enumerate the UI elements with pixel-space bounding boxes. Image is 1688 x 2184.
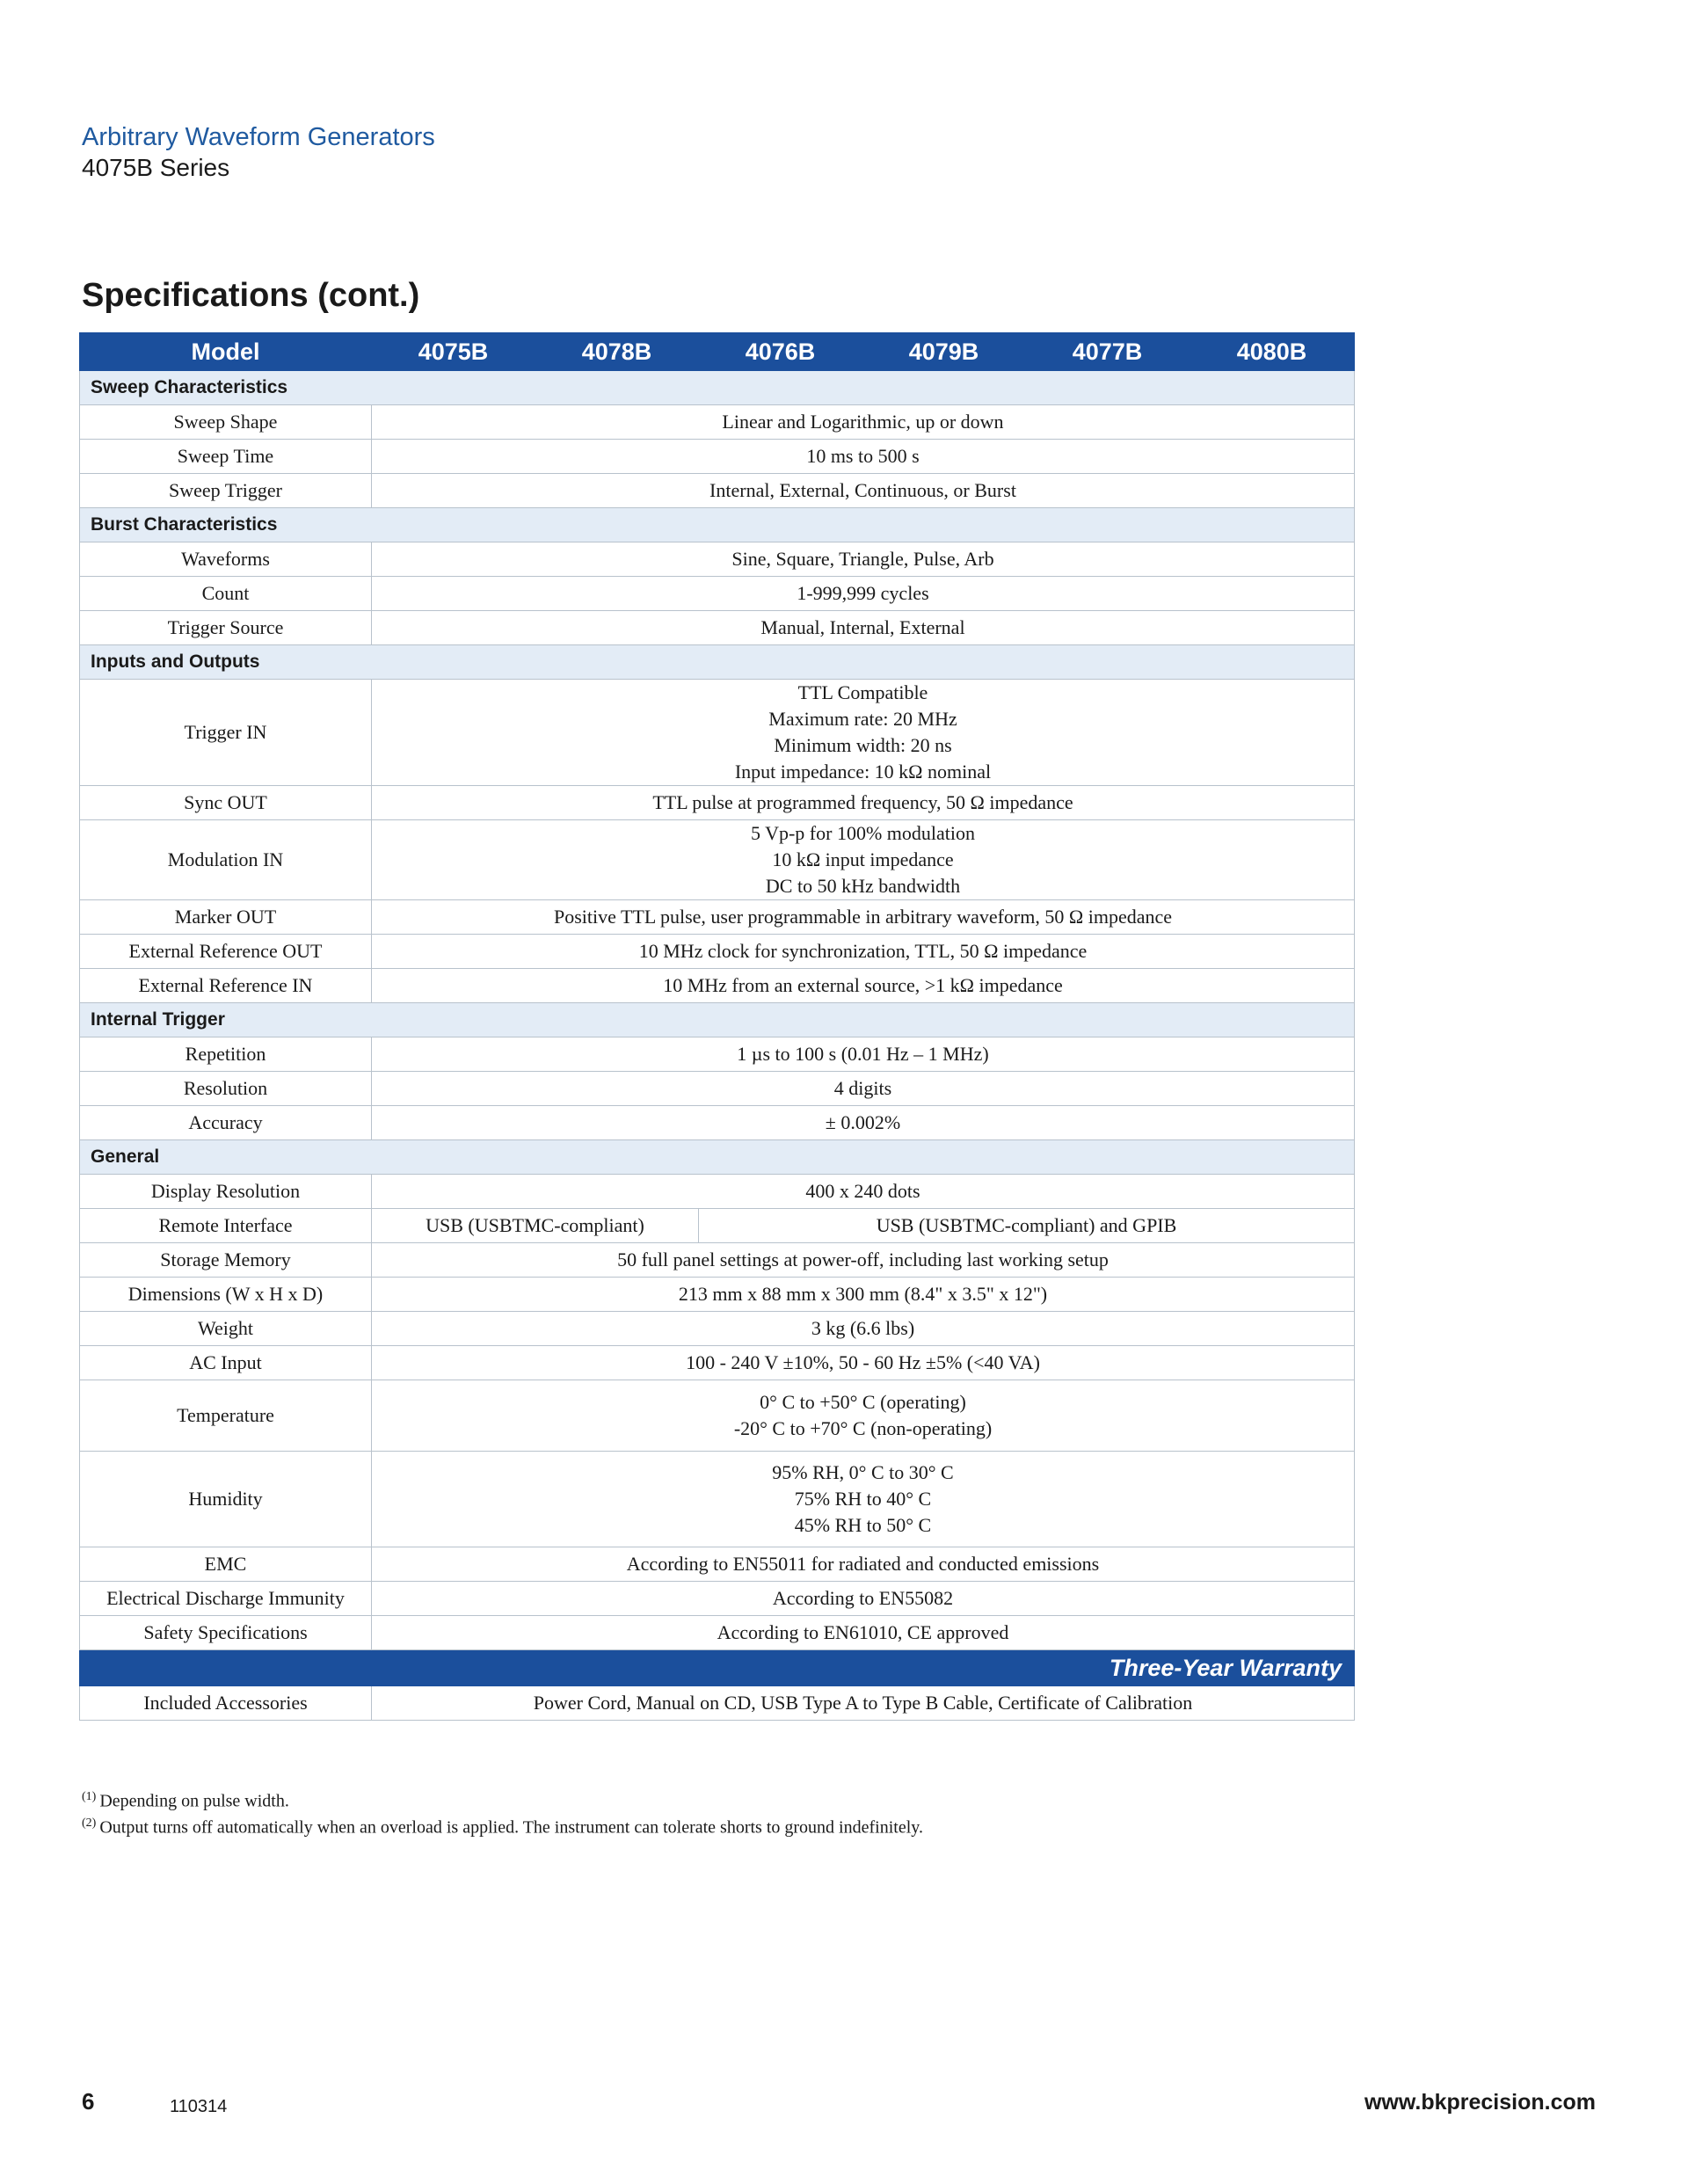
document-series: 4075B Series bbox=[82, 154, 230, 181]
spec-value bbox=[372, 820, 1355, 900]
category-heading: Inputs and Outputs bbox=[80, 645, 1355, 680]
category-row bbox=[80, 1003, 1355, 1037]
category-heading: General bbox=[80, 1140, 1355, 1175]
model-label: Model bbox=[80, 333, 372, 371]
spec-label: Display Resolution bbox=[80, 1175, 372, 1209]
spec-label: Humidity bbox=[80, 1452, 372, 1547]
spec-value-line: Maximum rate: 20 MHz bbox=[768, 708, 957, 730]
footnote bbox=[82, 1816, 923, 1838]
spec-row bbox=[80, 1243, 1355, 1278]
spec-value: Internal, External, Continuous, or Burst bbox=[372, 474, 1355, 508]
spec-row bbox=[80, 577, 1355, 611]
model-column-header: 4077B bbox=[1026, 333, 1190, 371]
spec-row bbox=[80, 680, 1355, 786]
spec-row bbox=[80, 542, 1355, 577]
spec-value-line: 0° C to +50° C (operating) bbox=[760, 1391, 966, 1413]
spec-label: Dimensions (W x H x D) bbox=[80, 1278, 372, 1312]
section-title: Specifications (cont.) bbox=[82, 277, 420, 314]
spec-value-line: 95% RH, 0° C to 30° C bbox=[772, 1461, 954, 1483]
spec-value-line: DC to 50 kHz bandwidth bbox=[765, 875, 961, 897]
spec-label: AC Input bbox=[80, 1346, 372, 1380]
spec-label: External Reference IN bbox=[80, 969, 372, 1003]
spec-row bbox=[80, 440, 1355, 474]
spec-row bbox=[80, 1686, 1355, 1721]
spec-row bbox=[80, 405, 1355, 440]
spec-value-line: TTL Compatible bbox=[797, 681, 928, 703]
spec-row bbox=[80, 1346, 1355, 1380]
model-column-header: 4079B bbox=[862, 333, 1026, 371]
category-row bbox=[80, 371, 1355, 405]
spec-label: Modulation IN bbox=[80, 820, 372, 900]
document-code: 110314 bbox=[170, 2097, 228, 2116]
spec-value-line: Minimum width: 20 ns bbox=[774, 734, 952, 756]
spec-value: Positive TTL pulse, user programmable in arbitrary waveform, 50 Ω impedance bbox=[372, 900, 1355, 935]
spec-value-line: 10 kΩ input impedance bbox=[772, 848, 954, 870]
spec-value: USB (USBTMC-compliant) and GPIB bbox=[699, 1209, 1355, 1243]
spec-value: 400 x 240 dots bbox=[372, 1175, 1355, 1209]
spec-row bbox=[80, 1312, 1355, 1346]
spec-row bbox=[80, 900, 1355, 935]
spec-row bbox=[80, 1582, 1355, 1616]
spec-label: Included Accessories bbox=[80, 1686, 372, 1721]
spec-row bbox=[80, 1616, 1355, 1650]
spec-row bbox=[80, 1209, 1355, 1243]
spec-value-line: 45% RH to 50° C bbox=[794, 1514, 932, 1536]
spec-label: Accuracy bbox=[80, 1106, 372, 1140]
spec-label: External Reference OUT bbox=[80, 935, 372, 969]
spec-value: Power Cord, Manual on CD, USB Type A to Type B Cable, Certificate of Calibration bbox=[372, 1686, 1355, 1721]
spec-value: TTL pulse at programmed frequency, 50 Ω impedance bbox=[372, 786, 1355, 820]
spec-label: Waveforms bbox=[80, 542, 372, 577]
spec-value: 1-999,999 cycles bbox=[372, 577, 1355, 611]
page-number: 6 bbox=[82, 2088, 95, 2115]
spec-label: Trigger IN bbox=[80, 680, 372, 786]
category-heading: Sweep Characteristics bbox=[80, 371, 1355, 405]
footnote-mark: (2) bbox=[82, 1816, 97, 1830]
spec-value: 4 digits bbox=[372, 1072, 1355, 1106]
spec-value: ± 0.002% bbox=[372, 1106, 1355, 1140]
spec-value: 10 ms to 500 s bbox=[372, 440, 1355, 474]
spec-value-line: 75% RH to 40° C bbox=[794, 1488, 932, 1510]
spec-value: 213 mm x 88 mm x 300 mm (8.4" x 3.5" x 12") bbox=[372, 1278, 1355, 1312]
spec-row bbox=[80, 1106, 1355, 1140]
spec-label: Sweep Shape bbox=[80, 405, 372, 440]
spec-value: According to EN55082 bbox=[372, 1582, 1355, 1616]
category-row bbox=[80, 508, 1355, 542]
spec-value: According to EN61010, CE approved bbox=[372, 1616, 1355, 1650]
spec-label: Repetition bbox=[80, 1037, 372, 1072]
spec-label: Marker OUT bbox=[80, 900, 372, 935]
spec-value: USB (USBTMC-compliant) bbox=[372, 1209, 699, 1243]
spec-row bbox=[80, 611, 1355, 645]
spec-value-line: 5 Vp-p for 100% modulation bbox=[750, 822, 975, 844]
spec-label: EMC bbox=[80, 1547, 372, 1582]
spec-row bbox=[80, 969, 1355, 1003]
model-column-header: 4080B bbox=[1190, 333, 1355, 371]
footnote-text: Output turns off automatically when an overload is applied. The instrument can tolerate shorts to ground indefinitely. bbox=[99, 1817, 923, 1838]
spec-label: Remote Interface bbox=[80, 1209, 372, 1243]
spec-value: 100 - 240 V ±10%, 50 - 60 Hz ±5% (<40 VA) bbox=[372, 1346, 1355, 1380]
spec-row bbox=[80, 474, 1355, 508]
spec-row bbox=[80, 786, 1355, 820]
spec-value: 50 full panel settings at power-off, including last working setup bbox=[372, 1243, 1355, 1278]
spec-row bbox=[80, 1547, 1355, 1582]
spec-row bbox=[80, 1072, 1355, 1106]
spec-label: Resolution bbox=[80, 1072, 372, 1106]
spec-row bbox=[80, 935, 1355, 969]
spec-label: Sweep Time bbox=[80, 440, 372, 474]
warranty-banner: Three-Year Warranty bbox=[80, 1650, 1355, 1686]
spec-value: According to EN55011 for radiated and conducted emissions bbox=[372, 1547, 1355, 1582]
spec-row bbox=[80, 1278, 1355, 1312]
category-row bbox=[80, 645, 1355, 680]
spec-row bbox=[80, 1037, 1355, 1072]
model-header-row bbox=[80, 333, 1355, 371]
spec-label: Count bbox=[80, 577, 372, 611]
spec-value: 3 kg (6.6 lbs) bbox=[372, 1312, 1355, 1346]
spec-value: 10 MHz clock for synchronization, TTL, 50 Ω impedance bbox=[372, 935, 1355, 969]
spec-value: 10 MHz from an external source, >1 kΩ impedance bbox=[372, 969, 1355, 1003]
spec-label: Trigger Source bbox=[80, 611, 372, 645]
spec-label: Weight bbox=[80, 1312, 372, 1346]
category-heading: Burst Characteristics bbox=[80, 508, 1355, 542]
spec-value: Linear and Logarithmic, up or down bbox=[372, 405, 1355, 440]
warranty-row bbox=[80, 1650, 1355, 1686]
category-heading: Internal Trigger bbox=[80, 1003, 1355, 1037]
footnote-text: Depending on pulse width. bbox=[99, 1791, 289, 1811]
spec-value bbox=[372, 680, 1355, 786]
spec-label: Sync OUT bbox=[80, 786, 372, 820]
spec-row bbox=[80, 820, 1355, 900]
spec-label: Safety Specifications bbox=[80, 1616, 372, 1650]
footnote-mark: (1) bbox=[82, 1790, 97, 1803]
spec-value: 1 µs to 100 s (0.01 Hz – 1 MHz) bbox=[372, 1037, 1355, 1072]
spec-value-line: -20° C to +70° C (non-operating) bbox=[733, 1417, 993, 1439]
spec-row bbox=[80, 1175, 1355, 1209]
spec-label: Sweep Trigger bbox=[80, 474, 372, 508]
document-category: Arbitrary Waveform Generators bbox=[82, 123, 435, 151]
spec-value: Sine, Square, Triangle, Pulse, Arb bbox=[372, 542, 1355, 577]
spec-label: Storage Memory bbox=[80, 1243, 372, 1278]
model-column-header: 4078B bbox=[535, 333, 699, 371]
model-column-header: 4076B bbox=[699, 333, 862, 371]
spec-value bbox=[372, 1452, 1355, 1547]
model-column-header: 4075B bbox=[372, 333, 535, 371]
spec-value: Manual, Internal, External bbox=[372, 611, 1355, 645]
footnote bbox=[82, 1790, 289, 1812]
spec-row bbox=[80, 1452, 1355, 1547]
category-row bbox=[80, 1140, 1355, 1175]
spec-row bbox=[80, 1380, 1355, 1452]
spec-value-line: Input impedance: 10 kΩ nominal bbox=[734, 761, 992, 783]
website-url: www.bkprecision.com bbox=[1364, 2090, 1596, 2115]
spec-label: Electrical Discharge Immunity bbox=[80, 1582, 372, 1616]
spec-table bbox=[79, 332, 1355, 1721]
spec-value bbox=[372, 1380, 1355, 1452]
spec-label: Temperature bbox=[80, 1380, 372, 1452]
